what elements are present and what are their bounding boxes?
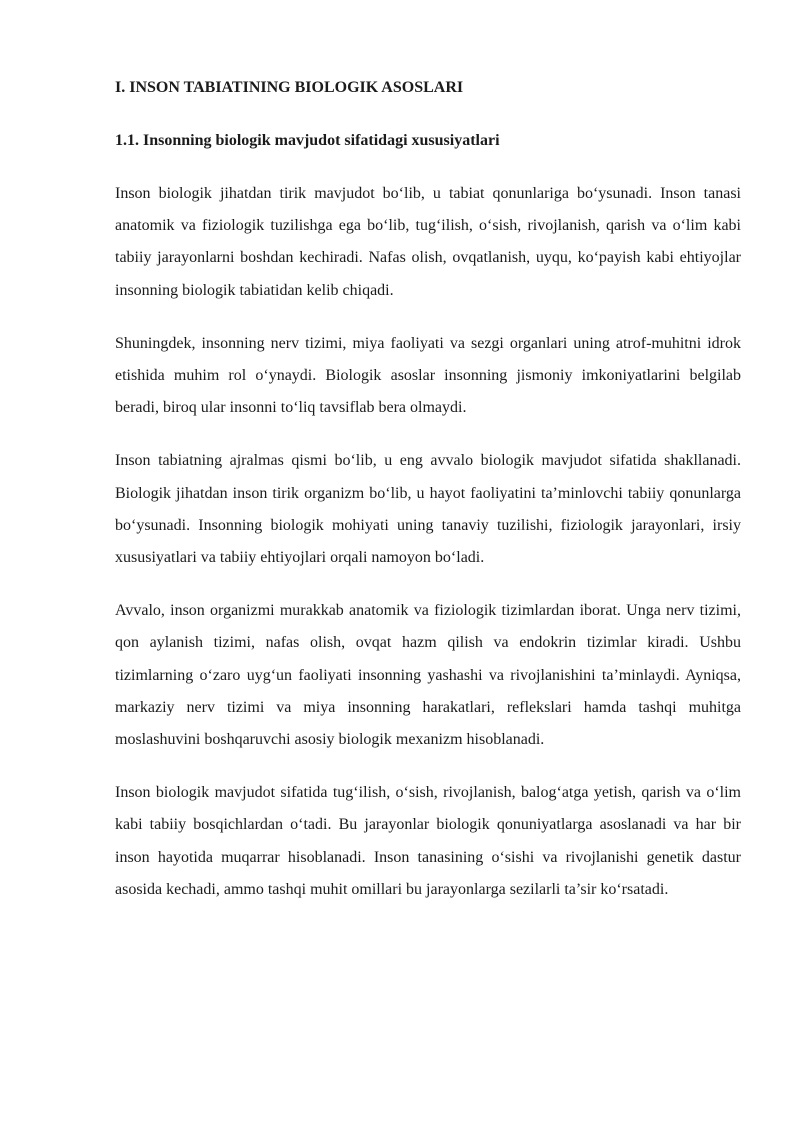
body-paragraph: Shuningdek, insonning nerv tizimi, miya faoliyati va sezgi organlari uning atrof-muhitni idrok etishida muhim rol o‘ynaydi. Biologik asoslar insonning jismoniy imkoniyatlarini belgilab beradi, biroq ular insonni to‘liq tavsiflab bera olmaydi.: [115, 334, 741, 417]
body-paragraph: Avvalo, inson organizmi murakkab anatomik va fiziologik tizimlardan iborat. Unga nerv tizimi, qon aylanish tizimi, nafas olish, ovqat hazm qilish va endokrin tizimlar kiradi. Ushbu tizimlarning o‘zaro uyg‘un faoliyati insonning yashashi va rivojlanishini ta’minlaydi. Ayniqsa, markaziy nerv tizimi va miya insonning harakatlari, reflekslari hamda tashqi muhitga moslashuvini boshqaruvchi asosiy biologik mexanizm hisoblanadi.: [115, 602, 741, 749]
section-title: 1.1. Insonning biologik mavjudot sifatidagi xususiyatlari: [115, 132, 500, 149]
chapter-title: I. INSON TABIATINING BIOLOGIK ASOSLARI: [115, 79, 464, 96]
body-paragraph: Inson biologik jihatdan tirik mavjudot bo‘lib, u tabiat qonunlariga bo‘ysunadi. Inson tanasi anatomik va fiziologik tuzilishga ega bo‘lib, tug‘ilish, o‘sish, rivojlanish, qarish va o‘lim kabi tabiiy jarayonlarni boshdan kechiradi. Nafas olish, ovqatlanish, uyqu, ko‘payish kabi ehtiyojlar insonning biologik tabiatidan kelib chiqadi.: [115, 185, 741, 299]
body-paragraph: Inson biologik mavjudot sifatida tug‘ilish, o‘sish, rivojlanish, balog‘atga yetish, qarish va o‘lim kabi tabiiy bosqichlardan o‘tadi. Bu jarayonlar biologik qonuniyatlarga asoslanadi va har bir inson hayotida muqarrar hisoblanadi. Inson tanasining o‘sishi va rivojlanishi genetik dastur asosida kechadi, ammo tashqi muhit omillari bu jarayonlarga sezilarli ta’sir ko‘rsatadi.: [115, 784, 741, 898]
page-content: [115, 74, 741, 906]
body-paragraph: Inson tabiatning ajralmas qismi bo‘lib, u eng avvalo biologik mavjudot sifatida shakllanadi. Biologik jihatdan inson tirik organizm bo‘lib, u hayot faoliyatini ta’minlovchi tabiiy qonunlarga bo‘ysunadi. Insonning biologik mohiyati uning tanaviy tuzilishi, fiziologik jarayonlari, irsiy xususiyatlari va tabiiy ehtiyojlari orqali namoyon bo‘ladi.: [115, 452, 741, 567]
